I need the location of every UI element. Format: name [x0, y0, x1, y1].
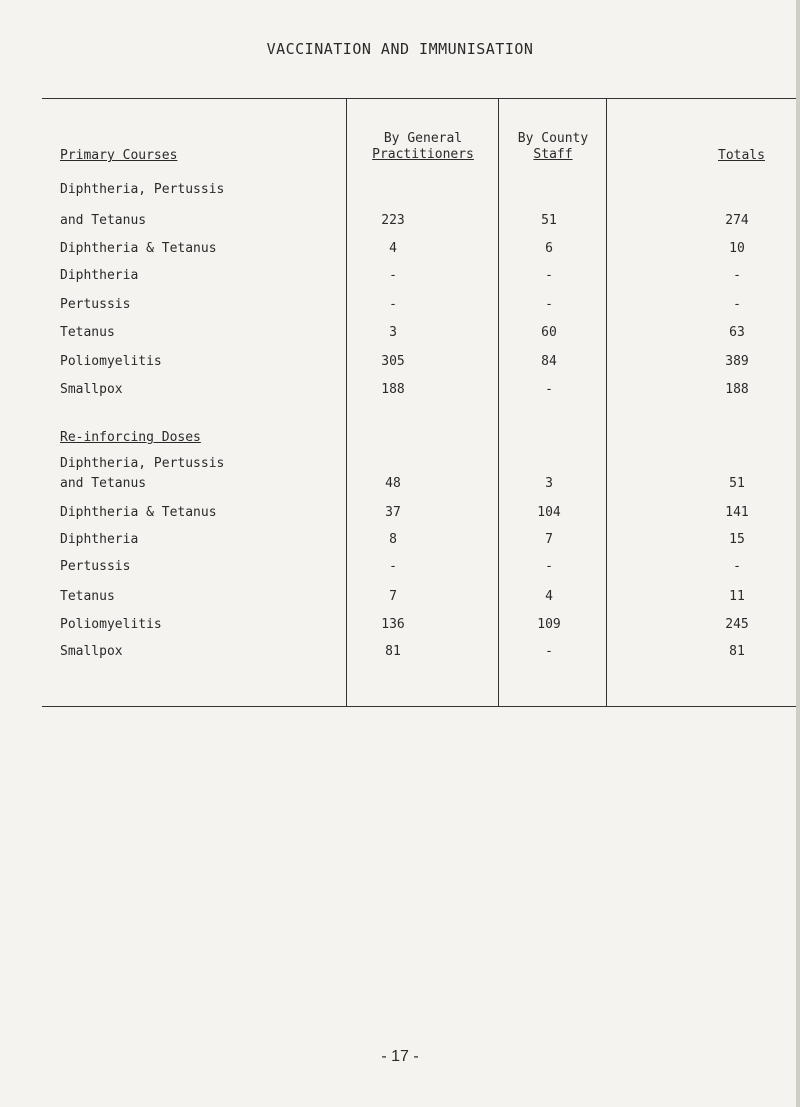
row-label: Diphtheria & Tetanus [60, 241, 217, 256]
row-label: Poliomyelitis [60, 354, 162, 369]
total-value: 81 [729, 644, 745, 659]
gp-value: 4 [389, 241, 397, 256]
row-label: Diphtheria [60, 532, 139, 547]
total-value: 51 [729, 476, 745, 491]
county-value: - [545, 559, 553, 574]
county-value: 84 [541, 354, 557, 369]
section-heading-reinforcing: Re-inforcing Doses [60, 430, 201, 445]
table-top-rule [42, 98, 800, 99]
row-label: Smallpox [60, 644, 123, 659]
row-label: Diphtheria, Pertussis [60, 456, 225, 471]
county-value: 104 [537, 505, 561, 520]
row-label: Poliomyelitis [60, 617, 162, 632]
header-totals: Totals [718, 148, 765, 163]
county-value: - [545, 297, 553, 312]
total-value: 15 [729, 532, 745, 547]
county-value: 4 [545, 589, 553, 604]
gp-value: 223 [381, 213, 405, 228]
gp-value: 136 [381, 617, 405, 632]
row-label: Tetanus [60, 325, 115, 340]
column-divider-2 [498, 98, 499, 706]
column-divider-1 [346, 98, 347, 706]
gp-value: 81 [385, 644, 401, 659]
row-label: Pertussis [60, 559, 131, 574]
row-label: Tetanus [60, 589, 115, 604]
page-title: VACCINATION AND IMMUNISATION [266, 40, 534, 58]
county-value: 51 [541, 213, 557, 228]
gp-value: 7 [389, 589, 397, 604]
gp-value: 3 [389, 325, 397, 340]
header-gp-line2: Practitioners [372, 147, 474, 162]
county-value: 60 [541, 325, 557, 340]
total-value: 63 [729, 325, 745, 340]
total-value: 274 [725, 213, 749, 228]
total-value: 11 [729, 589, 745, 604]
header-primary-courses: Primary Courses [60, 148, 178, 163]
gp-value: 8 [389, 532, 397, 547]
county-value: - [545, 382, 553, 397]
header-county-line1: By County [517, 131, 589, 146]
total-value: 188 [725, 382, 749, 397]
row-label-cont: and Tetanus [60, 213, 147, 228]
row-label-cont: and Tetanus [60, 476, 147, 491]
gp-value: 305 [381, 354, 405, 369]
gp-value: - [389, 297, 397, 312]
gp-value: 48 [385, 476, 401, 491]
row-label: Diphtheria & Tetanus [60, 505, 217, 520]
gp-value: - [389, 559, 397, 574]
column-divider-3 [606, 98, 607, 706]
total-value: 389 [725, 354, 749, 369]
row-label: Diphtheria [60, 268, 139, 283]
page-number: - 17 - [381, 1048, 419, 1065]
total-value: - [733, 268, 741, 283]
total-value: - [733, 297, 741, 312]
header-county-staff [502, 131, 604, 163]
gp-value: - [389, 268, 397, 283]
total-value: 10 [729, 241, 745, 256]
row-label: Smallpox [60, 382, 123, 397]
total-value: - [733, 559, 741, 574]
header-general-practitioners [350, 131, 496, 163]
county-value: 6 [545, 241, 553, 256]
county-value: 3 [545, 476, 553, 491]
county-value: - [545, 268, 553, 283]
gp-value: 37 [385, 505, 401, 520]
header-county-line2: Staff [533, 147, 573, 162]
county-value: 7 [545, 532, 553, 547]
header-gp-line1: By General [383, 131, 463, 146]
total-value: 141 [725, 505, 749, 520]
row-label: Diphtheria, Pertussis [60, 182, 225, 197]
table-bottom-rule [42, 706, 800, 707]
row-label: Pertussis [60, 297, 131, 312]
county-value: 109 [537, 617, 561, 632]
county-value: - [545, 644, 553, 659]
gp-value: 188 [381, 382, 405, 397]
total-value: 245 [725, 617, 749, 632]
page-edge-shadow [796, 0, 800, 1107]
